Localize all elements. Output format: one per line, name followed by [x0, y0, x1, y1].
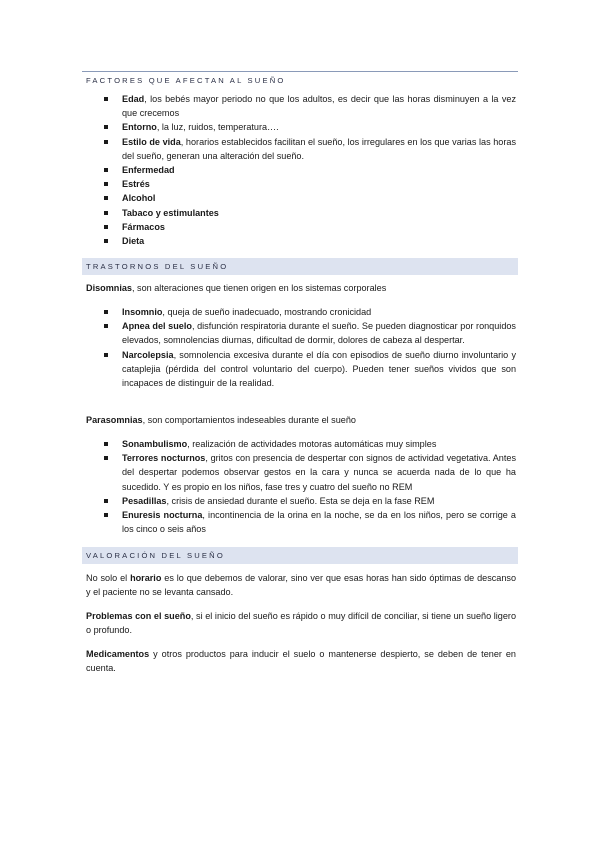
list-item: Fármacos — [86, 220, 516, 234]
list-item: Enuresis nocturna, incontinencia de la orina en la noche, se da en los niños, pero se corrige a los cinco o seis años — [86, 508, 516, 536]
section-heading-trastornos: TRASTORNOS DEL SUEÑO — [82, 258, 518, 275]
parasomnias-intro: Parasomnias, son comportamientos indeseables durante el sueño — [86, 415, 356, 425]
disomnias-intro: Disomnias, son alteraciones que tienen origen en los sistemas corporales — [86, 283, 387, 293]
list-item: Entorno, la luz, ruidos, temperatura…. — [86, 120, 516, 134]
valoracion-paragraph-2: Problemas con el sueño, si el inicio del sueño es rápido o muy difícil de conciliar, si tiene un sueño ligero o profundo. — [86, 611, 516, 636]
list-item: Narcolepsia, somnolencia excesiva durante el día con episodios de sueño diurno involuntario y cataplejia (pérdida del control voluntario del cuerpo). Pueden tener sueños vividos que son incapaces de distinguir de la realidad. — [86, 348, 516, 391]
factores-list — [86, 92, 516, 248]
section-heading-factores: FACTORES QUE AFECTAN AL SUEÑO — [82, 71, 518, 89]
valoracion-paragraph-3: Medicamentos y otros productos para inducir el suelo o mantenerse despierto, se deben de tener en cuenta. — [86, 649, 516, 674]
list-item: Edad, los bebés mayor periodo no que los adultos, es decir que las horas disminuyen a la vez que crecemos — [86, 92, 516, 120]
list-item: Apnea del suelo, disfunción respiratoria durante el sueño. Se pueden diagnosticar por ronquidos elevados, somnolencias diurnas, dificultad de dormir, dolores de cabeza al despertar. — [86, 319, 516, 347]
list-item: Insomnio, queja de sueño inadecuado, mostrando cronicidad — [86, 305, 516, 319]
parasomnias-list-block — [86, 437, 516, 536]
list-item: Sonambulismo, realización de actividades motoras automáticas muy simples — [86, 437, 516, 451]
list-item: Enfermedad — [86, 163, 516, 177]
factores-list-block — [86, 92, 516, 248]
list-item: Dieta — [86, 234, 516, 248]
list-item: Terrores nocturnos, gritos con presencia de despertar con signos de actividad vegetativa. Antes del despertar podemos observar gestos en la cara y nunca se acuerda nada de lo que ha sucedido. Y es propio en los niños, fase tres y cuatro del sueño no REM — [86, 451, 516, 494]
parasomnias-list — [86, 437, 516, 536]
disomnias-list — [86, 305, 516, 390]
list-item: Tabaco y estimulantes — [86, 206, 516, 220]
list-item: Alcohol — [86, 191, 516, 205]
list-item: Estilo de vida, horarios establecidos facilitan el sueño, los irregulares en los que varias las horas del sueño, generan una alteración del sueño. — [86, 135, 516, 163]
section-heading-valoracion: VALORACIÓN DEL SUEÑO — [82, 547, 518, 564]
list-item: Pesadillas, crisis de ansiedad durante el sueño. Esta se deja en la fase REM — [86, 494, 516, 508]
list-item: Estrés — [86, 177, 516, 191]
disomnias-list-block — [86, 305, 516, 390]
valoracion-paragraph-1: No solo el horario es lo que debemos de valorar, sino ver que esas horas han sido óptimas de descanso y el paciente no se levanta cansado. — [86, 573, 517, 598]
